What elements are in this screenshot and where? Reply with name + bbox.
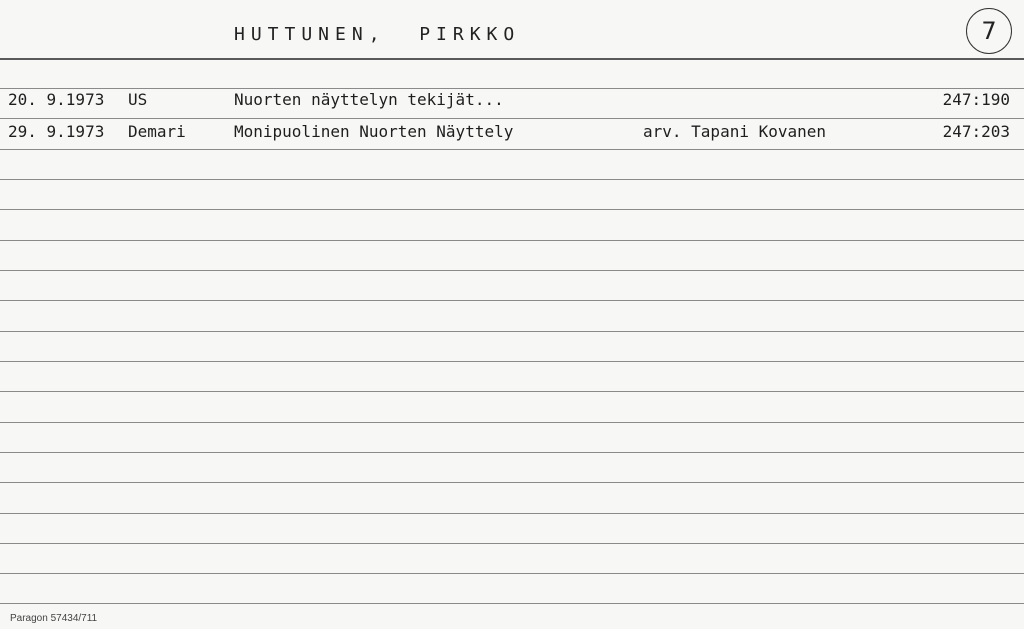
ruled-line (0, 482, 1024, 483)
ruled-line (0, 331, 1024, 332)
ruled-line (0, 452, 1024, 453)
entry-reference: 247:190 (942, 90, 1010, 109)
ruled-line (0, 179, 1024, 180)
ruled-line (0, 270, 1024, 271)
ruled-line (0, 361, 1024, 362)
ruled-line (0, 391, 1024, 392)
entry-title: Nuorten näyttelyn tekijät... (234, 90, 504, 109)
ruled-line (0, 118, 1024, 119)
ruled-line (0, 149, 1024, 150)
ruled-line (0, 573, 1024, 574)
circled-page-number: 7 (966, 8, 1012, 54)
entry-source: Demari (128, 122, 186, 141)
entry-title: Monipuolinen Nuorten Näyttely (234, 122, 514, 141)
ruled-line (0, 603, 1024, 604)
entry-note: arv. Tapani Kovanen (643, 122, 827, 141)
ruled-line (0, 240, 1024, 241)
ruled-line (0, 300, 1024, 301)
card-header-name: HUTTUNEN, PIRKKO (234, 24, 521, 45)
entry-date: 20. 9.1973 (8, 90, 105, 109)
ruled-line (0, 513, 1024, 514)
ruled-line (0, 543, 1024, 544)
card-footer-print: Paragon 57434/711 (10, 613, 98, 624)
entry-reference: 247:203 (942, 122, 1010, 141)
ruled-line (0, 422, 1024, 423)
entry-source: US (128, 90, 148, 109)
entry-date: 29. 9.1973 (8, 122, 105, 141)
header-rule (0, 58, 1024, 60)
ruled-line (0, 88, 1024, 89)
ruled-line (0, 209, 1024, 210)
